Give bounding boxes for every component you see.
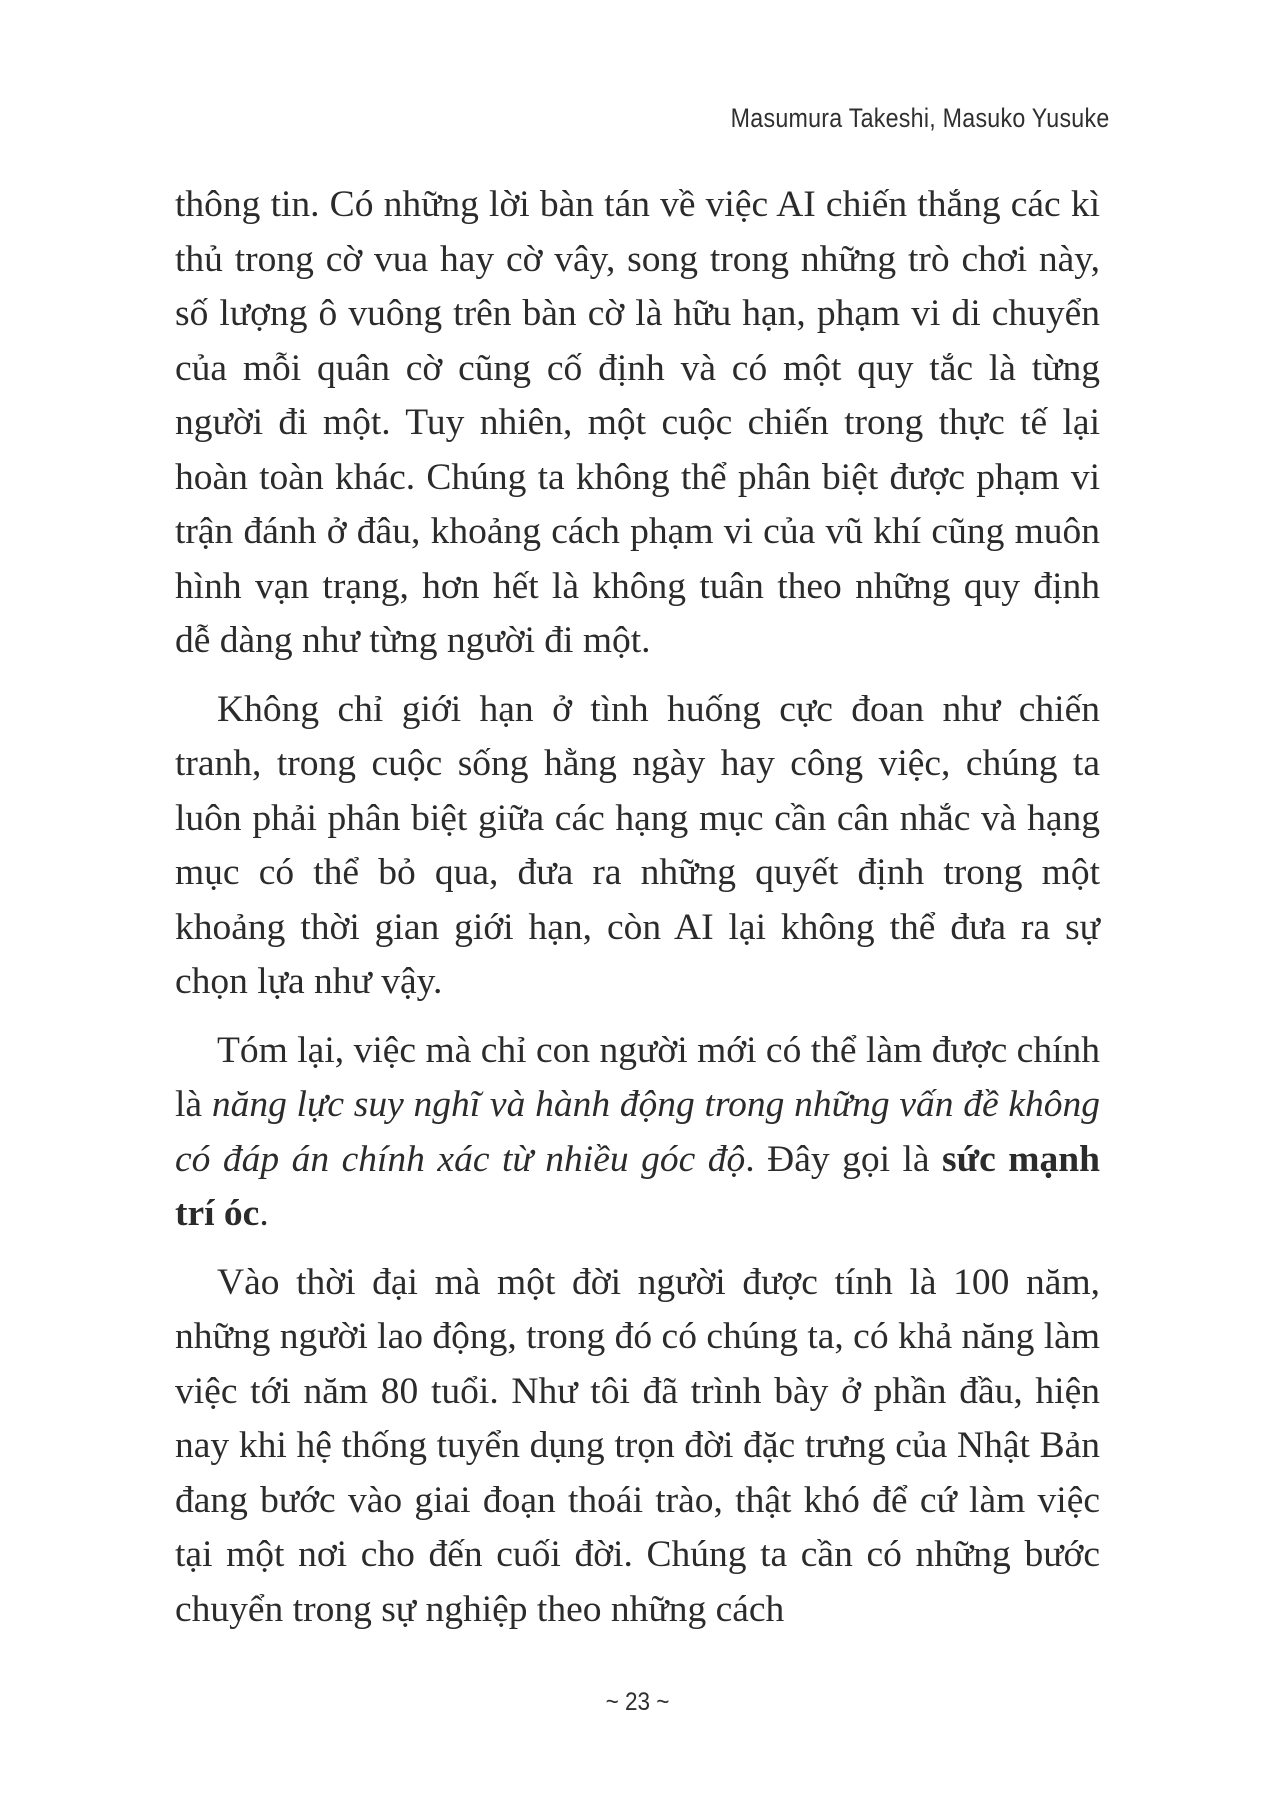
paragraph-4: Vào thời đại mà một đời người được tính là 100 năm, những người lao động, trong đó có chúng ta, có khả năng làm việc tới năm 80 tuổi. Như tôi đã trình bày ở phần đầu, hiện nay khi hệ thống tuyển dụng trọn đời đặc trưng của Nhật Bản đang bước vào giai đoạn thoái trào, thật khó để cứ làm việc tại một nơi cho đến cuối đời. Chúng ta cần có những bước chuyển trong sự nghiệp theo những cách [175, 1261, 1100, 1630]
paragraph-3 [175, 1024, 1100, 1242]
paragraph-2: Không chỉ giới hạn ở tình huống cực đoan như chiến tranh, trong cuộc sống hằng ngày hay công việc, chúng ta luôn phải phân biệt giữa các hạng mục cần cân nhắc và hạng mục có thể bỏ qua, đưa ra những quyết định trong một khoảng thời gian giới hạn, còn AI lại không thể đưa ra sự chọn lựa như vậy. [175, 688, 1100, 1002]
paragraph-3-mid: . Đây gọi là [745, 1138, 943, 1180]
page-number: ~ 23 ~ [605, 1688, 670, 1716]
paragraph-3-end: . [259, 1193, 269, 1234]
paragraph-3-lead: Tóm lại, việc mà chỉ con người mới có thể làm được chính là [175, 1029, 1100, 1125]
paragraph-3-bold: sức mạnh trí óc [175, 1138, 1100, 1234]
running-header-authors: Masumura Takeshi, Masuko Yusuke [731, 103, 1110, 133]
body-text [175, 178, 1100, 1651]
paragraph-3-italic: năng lực suy nghĩ và hành động trong những vấn đề không có đáp án chính xác từ nhiều góc độ [175, 1084, 1100, 1180]
paragraph-1: thông tin. Có những lời bàn tán về việc AI chiến thắng các kì thủ trong cờ vua hay cờ vây, song trong những trò chơi này, số lượng ô vuông trên bàn cờ là hữu hạn, phạm vi di chuyển của mỗi quân cờ cũng cố định và có một quy tắc là từng người đi một. Tuy nhiên, một cuộc chiến trong thực tế lại hoàn toàn khác. Chúng ta không thể phân biệt được phạm vi trận đánh ở đâu, khoảng cách phạm vi của vũ khí cũng muôn hình vạn trạng, hơn hết là không tuân theo những quy định dễ dàng như từng người đi một. [175, 184, 1100, 661]
